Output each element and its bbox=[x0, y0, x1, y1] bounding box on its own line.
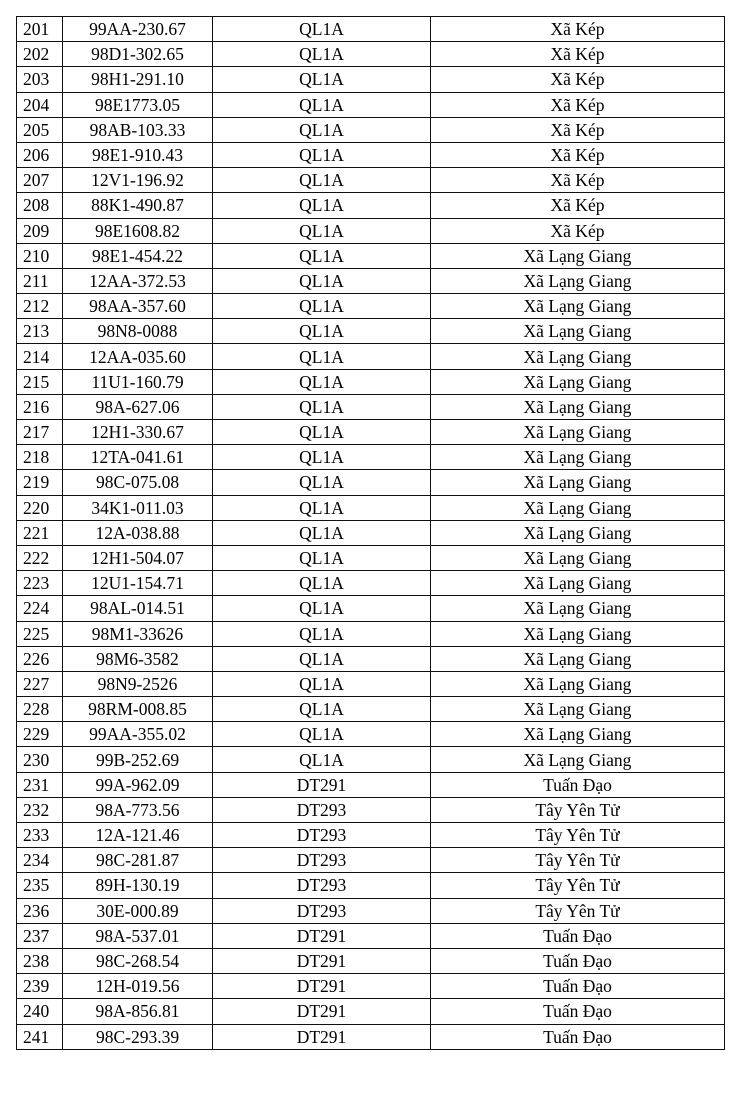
table-row bbox=[17, 142, 725, 167]
location-cell: Xã Lạng Giang bbox=[431, 268, 725, 293]
row-number-cell: 217 bbox=[17, 420, 63, 445]
row-number-cell: 241 bbox=[17, 1024, 63, 1049]
road-cell: QL1A bbox=[213, 671, 431, 696]
license-plate-cell: 98M1-33626 bbox=[63, 621, 213, 646]
license-plate-cell: 98N9-2526 bbox=[63, 671, 213, 696]
location-cell: Xã Lạng Giang bbox=[431, 344, 725, 369]
table-row bbox=[17, 218, 725, 243]
table-row bbox=[17, 621, 725, 646]
table-row bbox=[17, 268, 725, 293]
road-cell: DT293 bbox=[213, 797, 431, 822]
road-cell: QL1A bbox=[213, 92, 431, 117]
license-plate-cell: 98A-773.56 bbox=[63, 797, 213, 822]
row-number-cell: 209 bbox=[17, 218, 63, 243]
road-cell: QL1A bbox=[213, 268, 431, 293]
table-row bbox=[17, 671, 725, 696]
road-cell: DT293 bbox=[213, 823, 431, 848]
location-cell: Xã Kép bbox=[431, 168, 725, 193]
license-plate-cell: 34K1-011.03 bbox=[63, 495, 213, 520]
license-plate-cell: 99AA-355.02 bbox=[63, 722, 213, 747]
table-row bbox=[17, 722, 725, 747]
license-plate-cell: 98E1-454.22 bbox=[63, 243, 213, 268]
table-row bbox=[17, 747, 725, 772]
license-plate-cell: 12H-019.56 bbox=[63, 974, 213, 999]
table-row bbox=[17, 596, 725, 621]
road-cell: QL1A bbox=[213, 17, 431, 42]
license-plate-cell: 98C-075.08 bbox=[63, 470, 213, 495]
license-plate-cell: 98E1608.82 bbox=[63, 218, 213, 243]
location-cell: Tuấn Đạo bbox=[431, 948, 725, 973]
location-cell: Tuấn Đạo bbox=[431, 772, 725, 797]
location-cell: Xã Lạng Giang bbox=[431, 596, 725, 621]
road-cell: QL1A bbox=[213, 722, 431, 747]
license-plate-cell: 98C-293.39 bbox=[63, 1024, 213, 1049]
row-number-cell: 215 bbox=[17, 369, 63, 394]
license-plate-cell: 98AB-103.33 bbox=[63, 117, 213, 142]
road-cell: QL1A bbox=[213, 294, 431, 319]
license-plate-cell: 98A-856.81 bbox=[63, 999, 213, 1024]
location-cell: Xã Kép bbox=[431, 193, 725, 218]
table-row bbox=[17, 67, 725, 92]
license-plate-cell: 98M6-3582 bbox=[63, 646, 213, 671]
row-number-cell: 208 bbox=[17, 193, 63, 218]
road-cell: DT293 bbox=[213, 898, 431, 923]
road-cell: QL1A bbox=[213, 470, 431, 495]
location-cell: Tuấn Đạo bbox=[431, 974, 725, 999]
license-plate-cell: 98D1-302.65 bbox=[63, 42, 213, 67]
table-row bbox=[17, 369, 725, 394]
vehicle-records-body bbox=[17, 17, 725, 1050]
road-cell: QL1A bbox=[213, 394, 431, 419]
license-plate-cell: 98AA-357.60 bbox=[63, 294, 213, 319]
location-cell: Xã Lạng Giang bbox=[431, 243, 725, 268]
location-cell: Xã Kép bbox=[431, 42, 725, 67]
row-number-cell: 228 bbox=[17, 697, 63, 722]
row-number-cell: 237 bbox=[17, 923, 63, 948]
location-cell: Xã Lạng Giang bbox=[431, 420, 725, 445]
table-row bbox=[17, 495, 725, 520]
road-cell: QL1A bbox=[213, 168, 431, 193]
road-cell: DT291 bbox=[213, 772, 431, 797]
table-row bbox=[17, 193, 725, 218]
table-row bbox=[17, 17, 725, 42]
license-plate-cell: 11U1-160.79 bbox=[63, 369, 213, 394]
location-cell: Tây Yên Tử bbox=[431, 848, 725, 873]
location-cell: Xã Kép bbox=[431, 67, 725, 92]
row-number-cell: 240 bbox=[17, 999, 63, 1024]
location-cell: Xã Kép bbox=[431, 142, 725, 167]
license-plate-cell: 98A-627.06 bbox=[63, 394, 213, 419]
table-row bbox=[17, 520, 725, 545]
road-cell: QL1A bbox=[213, 42, 431, 67]
license-plate-cell: 12V1-196.92 bbox=[63, 168, 213, 193]
license-plate-cell: 12TA-041.61 bbox=[63, 445, 213, 470]
table-row bbox=[17, 168, 725, 193]
table-row bbox=[17, 243, 725, 268]
vehicle-records-table bbox=[16, 16, 725, 1050]
license-plate-cell: 12A-121.46 bbox=[63, 823, 213, 848]
road-cell: DT291 bbox=[213, 948, 431, 973]
location-cell: Xã Lạng Giang bbox=[431, 747, 725, 772]
road-cell: QL1A bbox=[213, 520, 431, 545]
row-number-cell: 218 bbox=[17, 445, 63, 470]
table-row bbox=[17, 394, 725, 419]
row-number-cell: 220 bbox=[17, 495, 63, 520]
license-plate-cell: 98C-281.87 bbox=[63, 848, 213, 873]
location-cell: Tây Yên Tử bbox=[431, 873, 725, 898]
road-cell: QL1A bbox=[213, 319, 431, 344]
license-plate-cell: 99AA-230.67 bbox=[63, 17, 213, 42]
row-number-cell: 202 bbox=[17, 42, 63, 67]
row-number-cell: 231 bbox=[17, 772, 63, 797]
road-cell: QL1A bbox=[213, 495, 431, 520]
location-cell: Xã Kép bbox=[431, 117, 725, 142]
road-cell: QL1A bbox=[213, 747, 431, 772]
location-cell: Xã Lạng Giang bbox=[431, 621, 725, 646]
table-row bbox=[17, 344, 725, 369]
location-cell: Xã Lạng Giang bbox=[431, 445, 725, 470]
location-cell: Tuấn Đạo bbox=[431, 1024, 725, 1049]
location-cell: Tuấn Đạo bbox=[431, 999, 725, 1024]
license-plate-cell: 99A-962.09 bbox=[63, 772, 213, 797]
location-cell: Xã Lạng Giang bbox=[431, 571, 725, 596]
road-cell: DT291 bbox=[213, 974, 431, 999]
road-cell: DT293 bbox=[213, 848, 431, 873]
row-number-cell: 206 bbox=[17, 142, 63, 167]
table-row bbox=[17, 545, 725, 570]
license-plate-cell: 88K1-490.87 bbox=[63, 193, 213, 218]
table-row bbox=[17, 117, 725, 142]
row-number-cell: 223 bbox=[17, 571, 63, 596]
row-number-cell: 201 bbox=[17, 17, 63, 42]
license-plate-cell: 98C-268.54 bbox=[63, 948, 213, 973]
road-cell: QL1A bbox=[213, 445, 431, 470]
road-cell: QL1A bbox=[213, 218, 431, 243]
row-number-cell: 203 bbox=[17, 67, 63, 92]
row-number-cell: 224 bbox=[17, 596, 63, 621]
license-plate-cell: 12U1-154.71 bbox=[63, 571, 213, 596]
road-cell: QL1A bbox=[213, 67, 431, 92]
location-cell: Xã Lạng Giang bbox=[431, 646, 725, 671]
location-cell: Xã Kép bbox=[431, 17, 725, 42]
table-row bbox=[17, 974, 725, 999]
road-cell: QL1A bbox=[213, 420, 431, 445]
license-plate-cell: 98AL-014.51 bbox=[63, 596, 213, 621]
table-row bbox=[17, 1024, 725, 1049]
license-plate-cell: 12AA-372.53 bbox=[63, 268, 213, 293]
license-plate-cell: 98H1-291.10 bbox=[63, 67, 213, 92]
road-cell: QL1A bbox=[213, 193, 431, 218]
table-row bbox=[17, 999, 725, 1024]
row-number-cell: 235 bbox=[17, 873, 63, 898]
road-cell: QL1A bbox=[213, 344, 431, 369]
license-plate-cell: 98E1773.05 bbox=[63, 92, 213, 117]
row-number-cell: 210 bbox=[17, 243, 63, 268]
road-cell: QL1A bbox=[213, 142, 431, 167]
row-number-cell: 227 bbox=[17, 671, 63, 696]
location-cell: Xã Lạng Giang bbox=[431, 520, 725, 545]
table-row bbox=[17, 697, 725, 722]
table-row bbox=[17, 445, 725, 470]
location-cell: Xã Lạng Giang bbox=[431, 671, 725, 696]
location-cell: Xã Kép bbox=[431, 92, 725, 117]
location-cell: Xã Lạng Giang bbox=[431, 319, 725, 344]
table-row bbox=[17, 772, 725, 797]
row-number-cell: 239 bbox=[17, 974, 63, 999]
road-cell: DT291 bbox=[213, 1024, 431, 1049]
table-row bbox=[17, 42, 725, 67]
table-row bbox=[17, 948, 725, 973]
row-number-cell: 221 bbox=[17, 520, 63, 545]
row-number-cell: 205 bbox=[17, 117, 63, 142]
row-number-cell: 232 bbox=[17, 797, 63, 822]
row-number-cell: 222 bbox=[17, 545, 63, 570]
row-number-cell: 234 bbox=[17, 848, 63, 873]
location-cell: Tây Yên Tử bbox=[431, 898, 725, 923]
row-number-cell: 236 bbox=[17, 898, 63, 923]
road-cell: QL1A bbox=[213, 545, 431, 570]
road-cell: DT293 bbox=[213, 873, 431, 898]
road-cell: QL1A bbox=[213, 697, 431, 722]
license-plate-cell: 98RM-008.85 bbox=[63, 697, 213, 722]
location-cell: Xã Lạng Giang bbox=[431, 369, 725, 394]
road-cell: QL1A bbox=[213, 243, 431, 268]
row-number-cell: 226 bbox=[17, 646, 63, 671]
license-plate-cell: 98E1-910.43 bbox=[63, 142, 213, 167]
license-plate-cell: 12AA-035.60 bbox=[63, 344, 213, 369]
table-row bbox=[17, 797, 725, 822]
location-cell: Tuấn Đạo bbox=[431, 923, 725, 948]
road-cell: QL1A bbox=[213, 621, 431, 646]
location-cell: Tây Yên Tử bbox=[431, 797, 725, 822]
road-cell: QL1A bbox=[213, 646, 431, 671]
location-cell: Xã Kép bbox=[431, 218, 725, 243]
row-number-cell: 213 bbox=[17, 319, 63, 344]
table-row bbox=[17, 420, 725, 445]
license-plate-cell: 99B-252.69 bbox=[63, 747, 213, 772]
table-row bbox=[17, 646, 725, 671]
row-number-cell: 238 bbox=[17, 948, 63, 973]
table-row bbox=[17, 571, 725, 596]
location-cell: Xã Lạng Giang bbox=[431, 394, 725, 419]
location-cell: Xã Lạng Giang bbox=[431, 294, 725, 319]
location-cell: Xã Lạng Giang bbox=[431, 470, 725, 495]
table-row bbox=[17, 873, 725, 898]
row-number-cell: 207 bbox=[17, 168, 63, 193]
table-row bbox=[17, 848, 725, 873]
road-cell: QL1A bbox=[213, 117, 431, 142]
location-cell: Xã Lạng Giang bbox=[431, 495, 725, 520]
location-cell: Xã Lạng Giang bbox=[431, 722, 725, 747]
table-row bbox=[17, 923, 725, 948]
table-row bbox=[17, 294, 725, 319]
location-cell: Xã Lạng Giang bbox=[431, 697, 725, 722]
row-number-cell: 230 bbox=[17, 747, 63, 772]
row-number-cell: 233 bbox=[17, 823, 63, 848]
row-number-cell: 214 bbox=[17, 344, 63, 369]
row-number-cell: 229 bbox=[17, 722, 63, 747]
license-plate-cell: 98A-537.01 bbox=[63, 923, 213, 948]
road-cell: QL1A bbox=[213, 571, 431, 596]
license-plate-cell: 12H1-504.07 bbox=[63, 545, 213, 570]
row-number-cell: 216 bbox=[17, 394, 63, 419]
table-row bbox=[17, 470, 725, 495]
license-plate-cell: 98N8-0088 bbox=[63, 319, 213, 344]
road-cell: DT291 bbox=[213, 923, 431, 948]
road-cell: QL1A bbox=[213, 596, 431, 621]
row-number-cell: 219 bbox=[17, 470, 63, 495]
location-cell: Tây Yên Tử bbox=[431, 823, 725, 848]
location-cell: Xã Lạng Giang bbox=[431, 545, 725, 570]
row-number-cell: 225 bbox=[17, 621, 63, 646]
license-plate-cell: 12H1-330.67 bbox=[63, 420, 213, 445]
table-row bbox=[17, 319, 725, 344]
table-row bbox=[17, 898, 725, 923]
license-plate-cell: 30E-000.89 bbox=[63, 898, 213, 923]
row-number-cell: 211 bbox=[17, 268, 63, 293]
license-plate-cell: 89H-130.19 bbox=[63, 873, 213, 898]
license-plate-cell: 12A-038.88 bbox=[63, 520, 213, 545]
road-cell: DT291 bbox=[213, 999, 431, 1024]
table-row bbox=[17, 92, 725, 117]
table-row bbox=[17, 823, 725, 848]
row-number-cell: 212 bbox=[17, 294, 63, 319]
road-cell: QL1A bbox=[213, 369, 431, 394]
row-number-cell: 204 bbox=[17, 92, 63, 117]
